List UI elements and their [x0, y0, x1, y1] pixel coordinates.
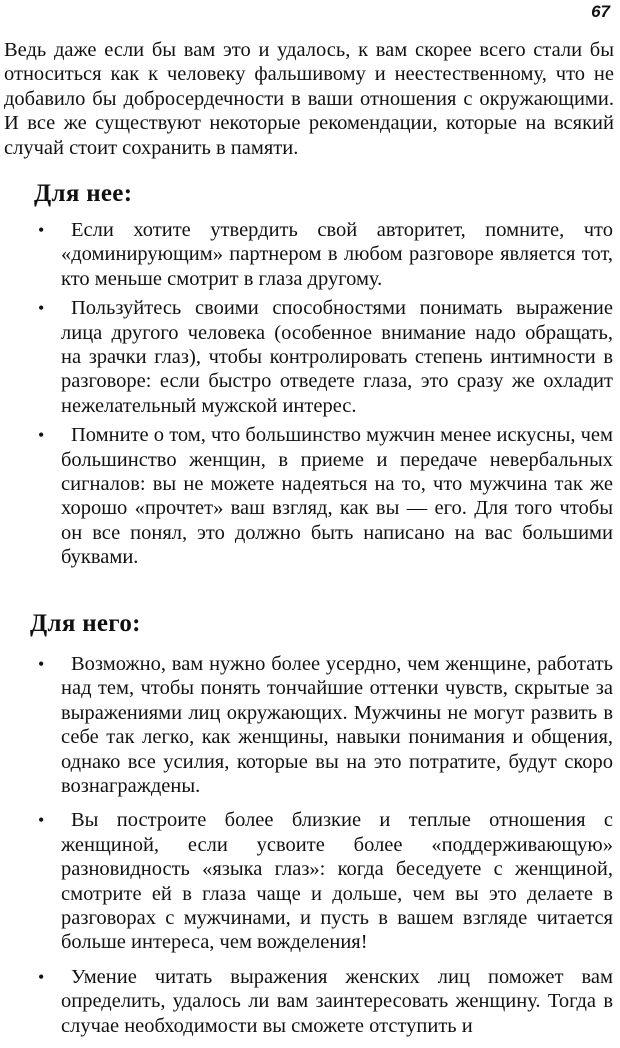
- advice-item: [0, 423, 620, 569]
- advice-item-text: Возможно, вам нужно более усердно, чем женщине, работать над тем, чтобы понять тончайшие оттенки чувств, скрытые за выражениями лиц окружающих. Мужчины не могут развить в себе так легко, как женщины, навыки понимания и общения, однако все усилия, которые вы на это потратите, будут скоро вознаграждены.: [61, 653, 613, 798]
- advice-item: [0, 296, 620, 418]
- advice-item: [0, 652, 620, 798]
- advice-item: [0, 808, 620, 954]
- advice-item-text: Умение читать выражения женских лиц поможет вам определить, удалось ли вам заинтересовать женщину. Тогда в случае необходимости вы сможете отступить и: [61, 965, 613, 1037]
- section-heading-for-her: Для нее:: [34, 180, 133, 207]
- intro-paragraph: Ведь даже если бы вам это и удалось, к вам скорее всего стали бы относиться как к человеку фальшивому и неестественному, что не добавило бы добросердечности в ваши отношения с окружающими. И все же существуют некоторые рекомендации, которые на всякий случай стоит сохранить в памяти.: [4, 39, 614, 159]
- page-number: 67: [591, 2, 610, 21]
- advice-item-text: Вы построите более близкие и теплые отношения с женщиной, если усвоите более «поддерживающую» разновидность «языка глаз»: когда беседуете с женщиной, смотрите ей в глаза чаще и дольше, чем вы это делаете в разговорах с мужчинами, и пусть в вашем взгляде читается больше интереса, чем вожделения!: [61, 809, 613, 954]
- bullet-icon: •: [38, 966, 45, 987]
- advice-item: [0, 965, 620, 1038]
- bullet-icon: •: [38, 425, 45, 446]
- advice-list-for-him: [0, 652, 620, 1048]
- advice-item-text: Если хотите утвердить свой авторитет, помните, что «доминирующим» партнером в любом разговоре является тот, кто меньше смотрит в глаза другому.: [61, 219, 613, 290]
- section-heading-for-him: Для него:: [30, 610, 141, 637]
- advice-item: [0, 218, 620, 291]
- bullet-icon: •: [38, 298, 45, 319]
- bullet-icon: •: [38, 654, 45, 674]
- advice-item-text: Пользуйтесь своими способностями понимать выражение лица другого человека (особенное внимание надо обращать, на зрачки глаз), чтобы контролировать степень интимности в разговоре: если быстро отведете глаза, это сразу же охладит нежелательный мужской интерес.: [61, 297, 613, 417]
- bullet-icon: •: [38, 810, 45, 831]
- bullet-icon: •: [38, 220, 45, 240]
- advice-list-for-her: [0, 218, 620, 575]
- advice-item-text: Помните о том, что большинство мужчин менее искусны, чем большинство женщин, в приеме и передаче невербальных сигналов: вы не можете надеяться на то, что мужчина так же хорошо «прочтет» ваш взгляд, как вы — его. Для того чтобы он все понял, это должно быть написано на вас большими буквами.: [61, 424, 613, 569]
